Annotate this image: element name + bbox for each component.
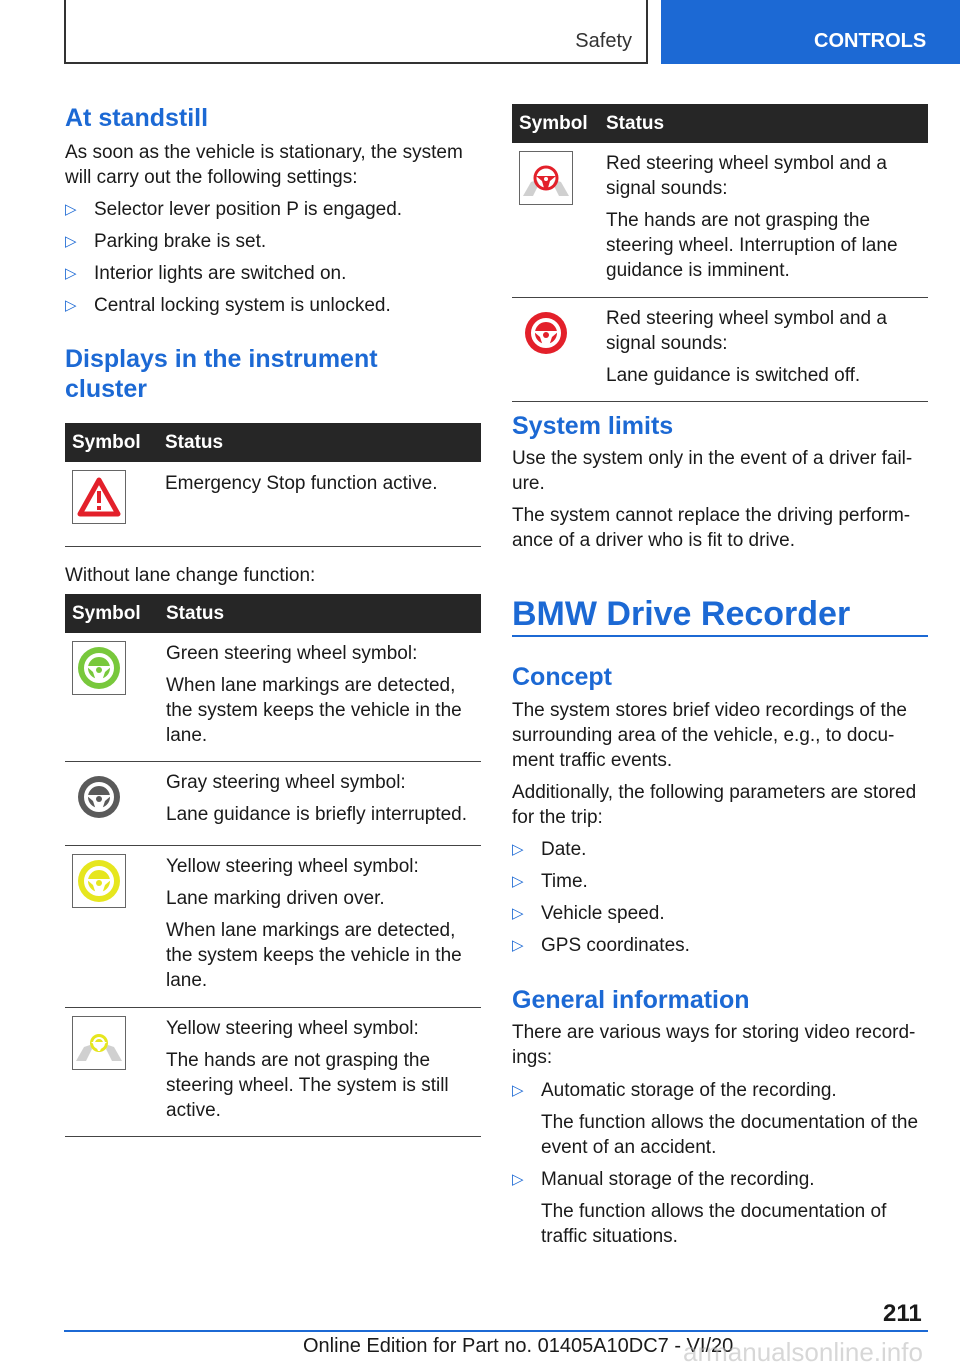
status-label: Yellow steering wheel symbol: (166, 856, 419, 877)
paragraph: The system cannot replace the driving perform-ance of a driver who is fit to drive. (512, 505, 911, 551)
system-limits-section (512, 411, 928, 553)
list-item-detail: The function allows the documentation of traffic situations. (541, 1201, 887, 1247)
general-info-section (512, 985, 928, 1249)
bullet-triangle-icon: ▷ (512, 1171, 524, 1188)
title-divider (512, 635, 928, 637)
lane-guidance-symbol-table (65, 594, 481, 1137)
header-chapter-tab (661, 0, 960, 64)
bullet-triangle-icon: ▷ (512, 841, 524, 858)
status-label: Green steering wheel symbol: (166, 643, 418, 664)
list-item: ▷ Parking brake is set. (65, 229, 481, 261)
red-steering-wheel-hands-icon (519, 151, 573, 205)
table-row (65, 762, 481, 846)
parameter-list (512, 837, 928, 965)
bullet-triangle-icon: ▷ (65, 233, 77, 250)
list-item: ▷ Automatic storage of the recording. The function allows the documentation of the event of an accident. (512, 1078, 928, 1160)
emergency-symbol-table (65, 423, 481, 547)
list-item: ▷ Selector lever position P is engaged. (65, 197, 481, 229)
bullet-triangle-icon: ▷ (512, 937, 524, 954)
bullet-triangle-icon: ▷ (512, 905, 524, 922)
section-title: Safety (575, 30, 632, 52)
list-item-detail: The function allows the documentation of the event of an accident. (541, 1112, 919, 1158)
paragraph: There are various ways for storing video record-ings: (512, 1022, 916, 1068)
bullet-triangle-icon: ▷ (65, 201, 77, 218)
header-section-tab (64, 0, 648, 64)
concept-section (512, 662, 928, 965)
gray-steering-wheel-icon (72, 770, 126, 824)
list-item: ▷ Interior lights are switched on. (65, 261, 481, 293)
table-row (65, 633, 481, 762)
yellow-steering-wheel-icon (72, 854, 126, 908)
bullet-triangle-icon: ▷ (65, 297, 77, 314)
status-label: Red steering wheel symbol and a signal sounds: (606, 153, 887, 199)
status-text: The hands are not grasping the steering wheel. Interruption of lane guidance is imminent. (606, 210, 898, 281)
bullet-triangle-icon: ▷ (512, 873, 524, 890)
table-row (65, 1008, 481, 1137)
status-text: Lane guidance is briefly interrupted. (166, 804, 468, 825)
list-item: ▷ Central locking system is unlocked. (65, 293, 481, 325)
list-item: ▷ GPS coordinates. (512, 933, 928, 965)
status-text: When lane markings are detected, the system keeps the vehicle in the lane. (166, 920, 462, 991)
table-row (65, 846, 481, 1008)
table-row (512, 298, 928, 402)
table-row (512, 143, 928, 298)
status-label: Red steering wheel symbol and a signal sounds: (606, 308, 887, 354)
table-header-status: Status (606, 104, 928, 143)
general-info-heading: General information (512, 986, 750, 1014)
status-text: The hands are not grasping the steering wheel. The system is still active. (166, 1050, 449, 1121)
watermark: armanualsonline.info (683, 1337, 923, 1367)
at-standstill-heading: At standstill (65, 104, 209, 132)
without-lane-change-label: Without lane change function: (65, 565, 316, 586)
paragraph: Use the system only in the event of a driver fail-ure. (512, 448, 913, 494)
table-header-status: Status (166, 594, 481, 633)
status-text: Lane marking driven over. (166, 888, 385, 909)
bullet-triangle-icon: ▷ (512, 1082, 524, 1099)
table-header-symbol: Symbol (512, 104, 606, 143)
at-standstill-intro: As soon as the vehicle is stationary, the system will carry out the following settings: (65, 142, 463, 188)
yellow-steering-wheel-hands-icon (72, 1016, 126, 1070)
list-item: ▷ Manual storage of the recording. The function allows the documentation of traffic situations. (512, 1167, 928, 1249)
status-text: Emergency Stop function active. (165, 462, 481, 547)
green-steering-wheel-icon (72, 641, 126, 695)
list-item: ▷ Date. (512, 837, 928, 869)
table-row (65, 462, 481, 547)
warning-triangle-icon (72, 470, 126, 524)
at-standstill-list (65, 197, 481, 325)
list-item: ▷ Vehicle speed. (512, 901, 928, 933)
table-header-symbol: Symbol (65, 423, 165, 462)
table-header-symbol: Symbol (65, 594, 166, 633)
status-label: Yellow steering wheel symbol: (166, 1018, 419, 1039)
list-item: ▷ Time. (512, 869, 928, 901)
bullet-triangle-icon: ▷ (65, 265, 77, 282)
red-steering-wheel-icon (519, 306, 573, 360)
drive-recorder-title-block (512, 594, 928, 637)
status-text: When lane markings are detected, the system keeps the vehicle in the lane. (166, 675, 462, 746)
red-wheel-symbol-table (512, 104, 928, 402)
concept-heading: Concept (512, 663, 612, 691)
displays-heading: Displays in the instrument cluster (65, 345, 378, 403)
edition-text: Online Edition for Part no. 01405A10DC7 - VI/20 (303, 1335, 734, 1357)
chapter-title: CONTROLS (814, 30, 927, 52)
system-limits-heading: System limits (512, 412, 674, 440)
paragraph: Additionally, the following parameters are stored for the trip: (512, 782, 917, 828)
page-number: 211 (883, 1300, 922, 1327)
paragraph: The system stores brief video recordings of the surrounding area of the vehicle, e.g., to docu-ment traffic events. (512, 700, 907, 771)
status-text: Lane guidance is switched off. (606, 365, 861, 386)
table-header-status: Status (165, 423, 481, 462)
drive-recorder-heading: BMW Drive Recorder (512, 595, 851, 633)
footer-divider (64, 1330, 928, 1332)
status-label: Gray steering wheel symbol: (166, 772, 406, 793)
